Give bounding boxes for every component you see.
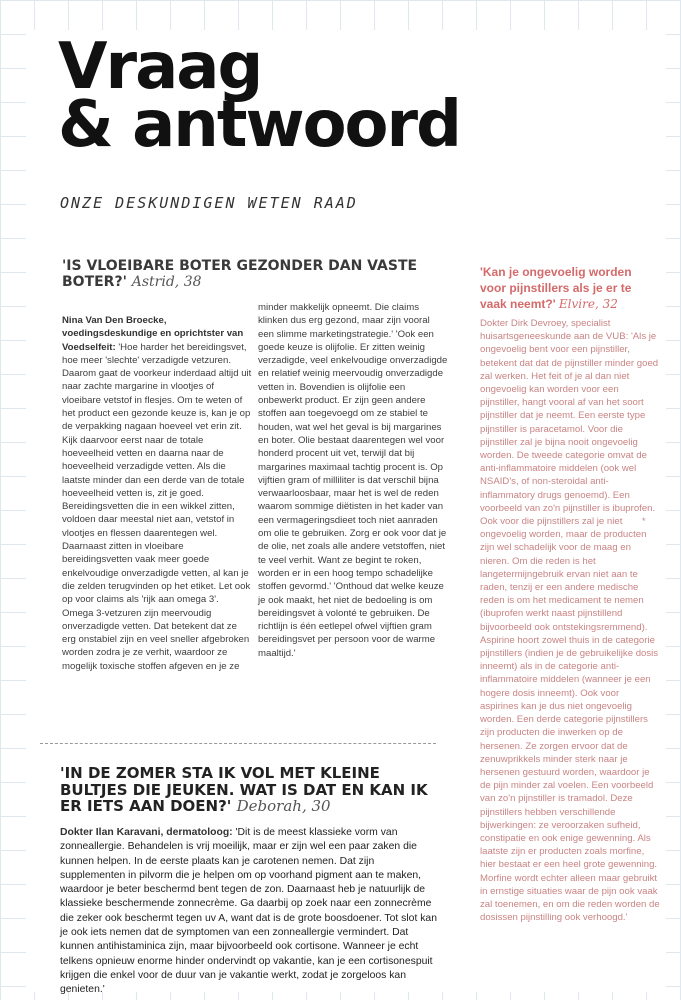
question-2-text: 'IN DE ZOMER STA IK VOL MET KLEINE BULTJES DIE JEUKEN. WAT IS DAT EN KAN IK ER IETS AAN DOEN?' <box>60 764 428 815</box>
title-line-2: & antwoord <box>58 88 460 162</box>
answer-3-author: Dokter Dirk Devroey, specialist huisartsgeneeskunde aan de VUB: <box>480 318 629 343</box>
answer-1-text-part-1: 'Hoe harder het bereidingsvet, hoe meer 'slechte' verzadigde vetzuren. Daarom gaat de voorkeur inderdaad altijd uit naar zachte margarine in vlootjes of vloeibare vetstof in flesjes. Om te weten of het product een gezonde keuze is, kan je op de verpakking nagaan hoeveel vet erin zit. Kijk daarvoor eerst naar de totale hoeveelheid vetten en daarna naar de hoeveelheid verzadigde vetten. Als die laatste minder dan een derde van de totale hoeveelheid vetten is, zit je goed. Bereidingsvetten die in een wikkel zitten, voldoen daar meestal niet aan, vetstof in vlootjes en flessen daarentegen wel. Daarnaast zitten in vloeibare bereidingsvetten vaak meer goede enkelvoudige onverzadigde vetten, al kan je die zelden terugvinden op het etiket. Let ook op voor claims als 'rijk aan omega 3'. Omega 3-vetzuren zijn meervoudig onverzadigde vetten. Dat betekent dat ze erg onstabiel zijn en veel sneller afgebroken worden zodra je ze verhit, waardoor ze mogelijk toxische stoffen afgeven en je ze <box>62 341 252 672</box>
answer-1-column-1 <box>62 314 252 673</box>
question-3-text: 'Kan je ongevoelig worden voor pijnstillers als je er te vaak neemt?' <box>480 265 632 311</box>
question-1-heading <box>62 258 442 290</box>
magazine-page <box>26 30 666 996</box>
answer-3 <box>480 317 660 924</box>
question-2-heading <box>60 765 450 815</box>
answer-1-author: Nina Van Den Broecke, voedingsdeskundige en oprichtster van Voedselfeit: <box>62 315 244 353</box>
title-line-1: Vraag <box>58 30 262 104</box>
question-3-signature: Elvire, 32 <box>558 297 618 311</box>
footnote-mark: * <box>642 516 646 526</box>
section-divider <box>40 743 436 745</box>
answer-1-text-part-2: minder makkelijk opneemt. Die claims klinken dus erg gezond, maar zijn vooral een slimme marketingstrategie.' 'Ook een goede keuze is olijfolie. Er zitten weinig verzadigde, veel enkelvoudige onverzadigde en relatief weinig meervoudig onverzadigde vetten in. Bovendien is olijfolie een onbewerkt product. Er zijn geen andere stoffen aan toegevoegd om ze stabiel te houden, wat wel het geval is bij margarines en boter. Olie bestaat daarentegen wel voor honderd procent uit vet, terwijl dat bij margarines maximaal tachtig procent is. Op vijftien gram of milliliter is dat verschil bijna verwaarloosbaar, maar het is wel de reden waarom sommige diëtisten in het kader van een vermageringsdieet toch niet aanraden om olie te gebruiken. Zorg er ook voor dat je de olie, net zoals alle andere vetstoffen, niet te veel verhit. Want ze begint te roken, worden er in een hoog tempo schadelijke stoffen gevormd.' 'Onthoud dat welke keuze je ook maakt, het niet de bedoeling is om bereidingsvet à volonté te gebruiken. De richtlijn is één eetlepel ofwel vijftien gram bereidingsvet per persoon voor de warme maaltijd.' <box>258 302 448 659</box>
answer-3-text: 'Als je ongevoelig bent voor een pijnstiller, betekent dat dat de pijnstiller minder goed zal werken. Het feit of je al dan niet ongevoelig kan worden voor een pijnstiller, hangt vooral af van het soort pijnstiller dat je neemt. Een eerste type pijnstiller is paracetamol. Voor die pijnstiller zal je bijna nooit ongevoelig worden. De tweede categorie omvat de anti-inflammatoire middelen (ook wel NSAID's, of non-steroidal anti-inflammatory drugs genoemd). Een voorbeeld van zo'n pijnstiller is ibuprofen. Ook voor die pijnstillers zal je niet ongevoelig worden, maar de producten zijn wel schadelijk voor de maag en nieren. Om die reden is het langetermijngebruik ervan niet aan te raden, tenzij er een andere medische reden is om het medicament te nemen (ibuprofen werkt naast pijnstillend bijvoorbeeld ook ontstekingsremmend). Aspirine hoort zowel thuis in de categorie pijnstillers (indien je de gebruikelijke dosis inneemt) als in de categorie anti-inflammatoire middelen (wanneer je een hogere dosis inneemt). Ook voor aspirines kan je dus niet ongevoelig worden. Een derde categorie pijnstillers zijn producten die inwerken op de hersenen. Ze zorgen ervoor dat de zenuwprikkels minder sterk naar je hersenen gestuurd worden, waardoor je de pijn minder zal voelen. Een voorbeeld van zo'n pijnstiller is tramadol. Deze pijnstillers hebben verschillende bijwerkingen: ze veroorzaken sufheid, constipatie en ook enige gewenning. Als laatste zijn er producten zoals morfine, hier bestaat er een heel grote gewenning. Morfine wordt echter alleen maar gebruikt in ernstige situaties waar de pijn ook vaak zal toenemen, en om die reden worden de dosissen pijnstilling ook verhoogd.' <box>480 331 660 924</box>
question-2-signature: Deborah, 30 <box>236 797 331 815</box>
question-1-text: 'IS VLOEIBARE BOTER GEZONDER DAN VASTE BOTER?' <box>62 258 418 290</box>
question-1-signature: Astrid, 38 <box>131 274 202 290</box>
answer-1-column-2 <box>258 301 448 660</box>
answer-2 <box>60 826 440 998</box>
tagline: ONZE DESKUNDIGEN WETEN RAAD <box>60 194 358 212</box>
answer-2-author: Dokter Ilan Karavani, dermatoloog: <box>60 827 233 838</box>
page-title <box>58 30 460 162</box>
question-3-heading <box>480 264 660 312</box>
answer-2-text: 'Dit is de meest klassieke vorm van zonneallergie. Behandelen is vrij moeilijk, maar er zijn wel een paar zaken die kunnen helpen. In de eerste plaats kan je carotenen nemen. Dat zijn supplementen in pilvorm die je helpen om op voorhand pigment aan te maken, waardoor je beter beschermd bent tegen de zon. Daarnaast heb je natuurlijk de klassieke beschermende zonnecrème. Ga daarbij op zoek naar een zonnecrème die zeker ook beschermt tegen uv A, want dat is de grote boosdoener. Tot slot kan je ook iets nemen dat de symptomen van een zonneallergie vermindert. Dat kunnen antihistaminica zijn, maar bijvoorbeeld ook cortisone. Wanneer je echt telkens opnieuw enorme hinder ondervindt op vakantie, kan je een cortisonespuit krijgen die enkel voor de duur van je vakantie werkt, zodat je zorgeloos kan genieten.' <box>60 827 437 996</box>
